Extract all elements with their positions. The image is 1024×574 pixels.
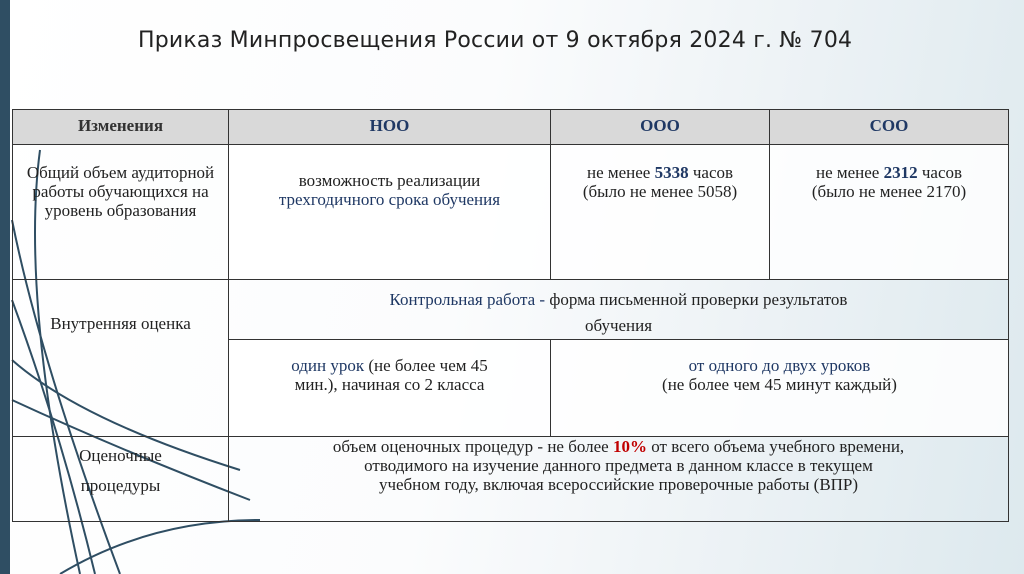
header-noo: НОО [229,110,551,145]
page-title: Приказ Минпросвещения России от 9 октября 2024 г. № 704 [138,28,853,53]
row-label-volume: Общий объем аудиторной работы обучающихся на уровень образования [13,145,229,280]
cell-control-work: Контрольная работа - форма письменной проверки результатов обучения [229,280,1009,340]
table-row [13,280,1009,340]
header-soo: СОО [770,110,1009,145]
cell-ooo-volume: не менее 5338 часов (было не менее 5058) [551,145,770,280]
cell-soo-volume: не менее 2312 часов (было не менее 2170) [770,145,1009,280]
changes-table [12,109,1009,522]
header-ooo: ООО [551,110,770,145]
table-row [13,437,1009,522]
cell-procedures: объем оценочных процедур - не более 10% от всего объема учебного времени, отводимого на изучение данного предмета в данном классе в текущем учебном году, включая всероссийские проверочные работы (ВПР) [229,437,1009,522]
row-label-procedures: Оценочные процедуры [13,437,229,522]
cell-noo-volume: возможность реализации трехгодичного срока обучения [229,145,551,280]
header-changes: Изменения [13,110,229,145]
row-label-internal: Внутренняя оценка [13,280,229,437]
cell-oo-internal: от одного до двух уроков (не более чем 45 минут каждый) [551,340,1009,437]
header-row [13,110,1009,145]
cell-noo-internal: один урок (не более чем 45 мин.), начиная со 2 класса [229,340,551,437]
table-row [13,145,1009,280]
